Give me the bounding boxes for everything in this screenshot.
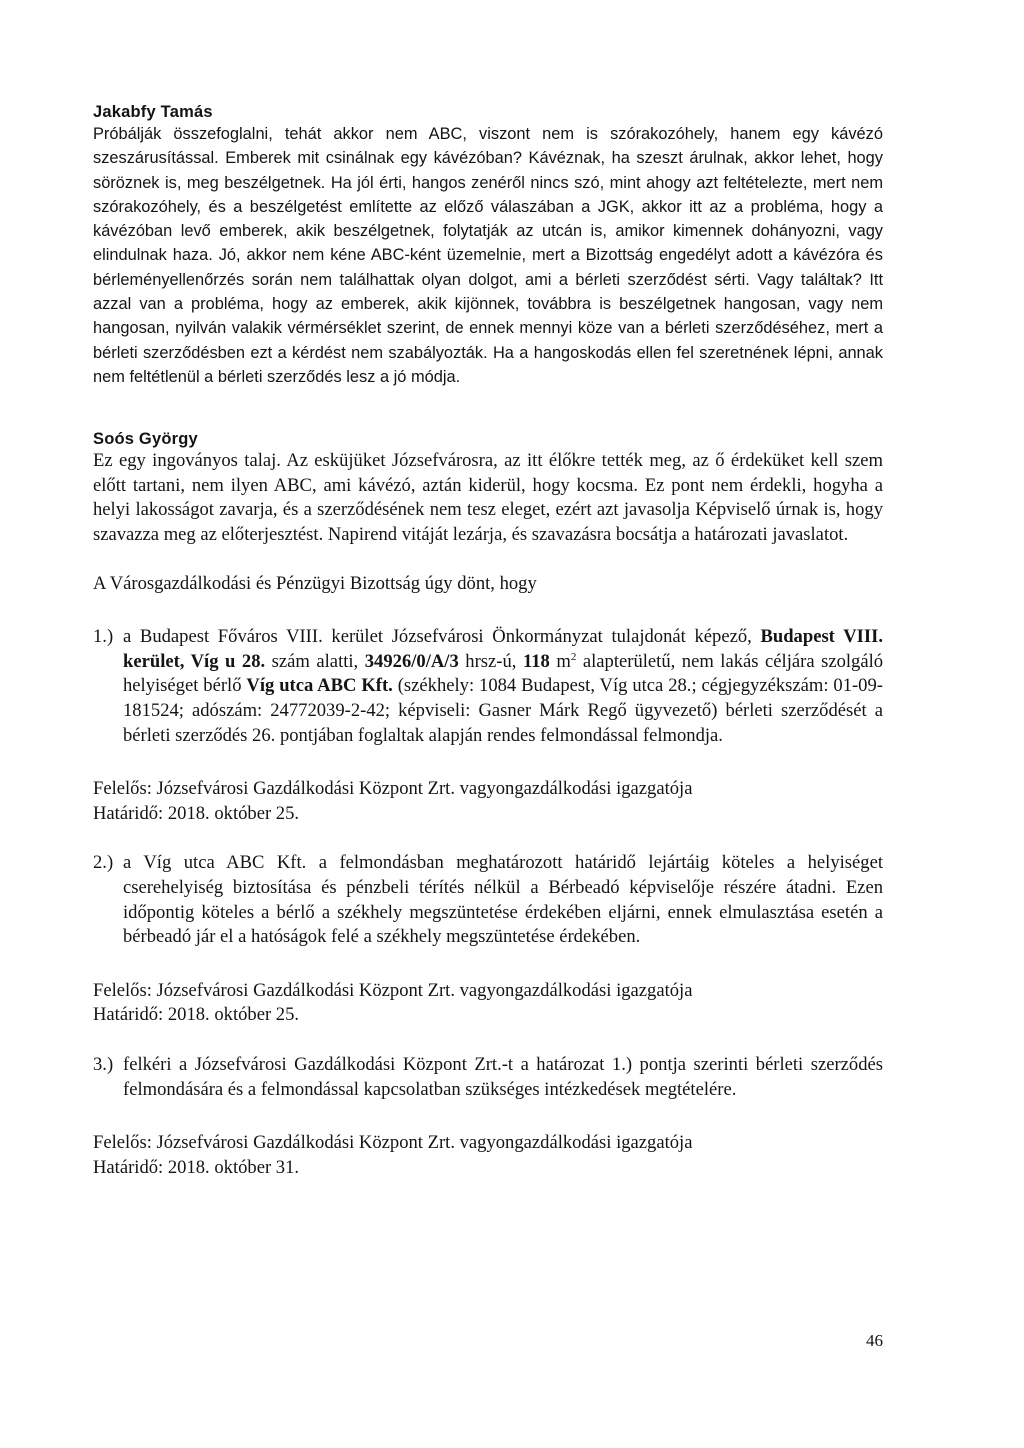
item-number: 3.): [93, 1053, 114, 1075]
resolution-item: [93, 1053, 883, 1102]
resolution-item: [93, 851, 883, 949]
responsible-line: Felelős: Józsefvárosi Gazdálkodási Központ Zrt. vagyongazdálkodási igazgatója: [93, 1132, 693, 1154]
hrsz-bold: 34926/0/A/3: [364, 650, 459, 672]
decision-intro: A Városgazdálkodási és Pénzügyi Bizottság úgy dönt, hogy: [93, 572, 537, 594]
item-text: felkéri a Józsefvárosi Gazdálkodási Központ Zrt.-t a határozat 1.) pontja szerinti bérleti szerződés felmondására és a felmondással kapcsolatban szükséges intézkedések megtételére.: [123, 1053, 883, 1100]
deadline-line: Határidő: 2018. október 25.: [93, 1004, 300, 1026]
page-content: [93, 102, 883, 1180]
deadline-line: Határidő: 2018. október 25.: [93, 802, 300, 824]
item-text: a Budapest Főváros VIII. kerület Józsefvárosi Önkormányzat tulajdonát képező, Budapest VIII. kerület, Víg u 28. szám alatti, 34926/0/A/3 hrsz-ú, 118 $m^2$ alapterületű, nem lakás céljára szolgáló helyiséget bérlő Víg utca ABC Kft. (székhely: 1084 Budapest, Víg utca 28.; cégjegyzékszám: 01-09-181524; adószám: 24772039-2-42; képviseli: Gasner Márk Regő ügyvezető) bérleti szerződését a bérleti szerződés 26. pontjában foglaltak alapján rendes felmondással felmondja.: [123, 626, 884, 746]
responsible-line: Felelős: Józsefvárosi Gazdálkodási Központ Zrt. vagyongazdálkodási igazgatója: [93, 778, 693, 800]
speaker-name: Soós György: [93, 430, 198, 449]
deadline-line: Határidő: 2018. október 31.: [93, 1156, 300, 1178]
item-number: 2.): [93, 852, 114, 874]
address-bold: Budapest VIII. kerület, Víg u 28.: [123, 626, 883, 672]
speaker-text: Ez egy ingoványos talaj. Az esküjüket Józsefvárosra, az itt élőkre tették meg, az ő érdeküket kell szem előtt tartani, nem ilyen ABC, ami kávézó, aztán kiderül, hogy kocsma. Ez pont nem érdekli, hogyha a helyi lakosságot zavarja, és a szerződésének nem tesz eleget, ezért azt javasolja Képviselő úrnak is, hogy szavazza meg az előterjesztést. Napirend vitáját lezárja, és szavazásra bocsátja a határozati javaslatot.: [93, 450, 883, 546]
responsible-line: Felelős: Józsefvárosi Gazdálkodási Központ Zrt. vagyongazdálkodási igazgatója: [93, 979, 693, 1001]
resolution-item: [93, 625, 883, 748]
area-bold: 118: [522, 650, 550, 672]
page-number: 46: [866, 1331, 883, 1350]
speaker-text: Próbálják összefoglalni, tehát akkor nem ABC, viszont nem is szórakozóhely, hanem egy kávézó szeszárusítással. Emberek mit csinálnak egy kávézóban? Kávéznak, ha szeszt árulnak, akkor lehet, hogy söröznek is, meg beszélgetnek. Ha jól érti, hangos zenéről nincs szó, mint ahogy azt feltételezte, mert nem szórakozóhely, és a beszélgetést említette az előző válaszában a JGK, akkor itt az a probléma, hogy a kávézóban levő emberek, akik beszélgetnek, folytatják az utcán is, amikor kimennek dohányozni, vagy elindulnak haza. Jó, akkor nem kéne ABC-ként üzemelnie, mert a Bizottság engedélyt adott a kávézóra és bérleményellenőrzés során nem találhattak olyan dolgot, ami a bérleti szerződést sérti. Vagy találtak? Itt azzal van a probléma, hogy az emberek, akik kijönnek, továbbra is beszélgetnek hangosan, vagy nem hangosan, nyilván valakik vérmérséklet szerint, de ennek mennyi köze van a bérleti szerződéséhez, mert a bérleti szerződésben ezt a kérdést nem szabályozták. Ha a hangoskodás ellen fel szeretnének lépni, annak nem feltétlenül a bérleti szerződés lesz a jó módja.: [93, 125, 883, 386]
item-text: a Víg utca ABC Kft. a felmondásban meghatározott határidő lejártáig köteles a helyiséget cserehelyiség biztosítása és pénzbeli térítés nélkül a Bérbeadó képviselője részére átadni. Ezen időpontig köteles a bérlő a székhely megszüntetése érdekében eljárni, ennek elmulasztása esetén a bérbeadó jár el a hatóságok felé a székhely megszüntetése érdekében.: [123, 852, 883, 948]
speaker-name: Jakabfy Tamás: [93, 103, 213, 121]
company-bold: Víg utca ABC Kft.: [246, 675, 393, 697]
item-number: 1.): [93, 626, 114, 648]
